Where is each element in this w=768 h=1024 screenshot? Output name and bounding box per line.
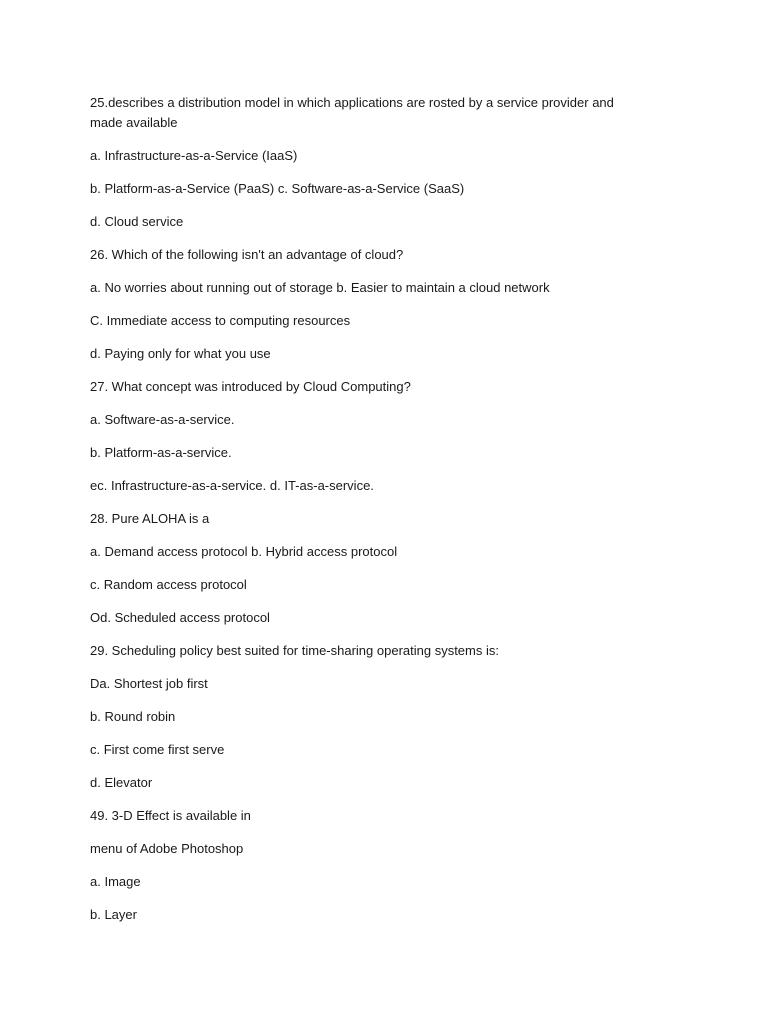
option-line: a. Demand access protocol b. Hybrid access protocol xyxy=(90,544,398,559)
option-line: C. Immediate access to computing resources xyxy=(90,313,351,328)
option-line: d. Paying only for what you use xyxy=(90,346,271,361)
option-line: a. Image xyxy=(90,874,141,889)
option-line: a. No worries about running out of storage b. Easier to maintain a cloud network xyxy=(90,280,550,295)
question-28-text: 28. Pure ALOHA is a xyxy=(90,511,210,526)
option-line: ec. Infrastructure-as-a-service. d. IT-as-a-service. xyxy=(90,478,374,493)
question-49-continuation: menu of Adobe Photoshop xyxy=(90,841,244,856)
option-line: c. Random access protocol xyxy=(90,577,247,592)
option-line: b. Platform-as-a-service. xyxy=(90,445,232,460)
option-line: Da. Shortest job first xyxy=(90,676,208,691)
document-body xyxy=(90,93,650,938)
question-29-text: 29. Scheduling policy best suited for time-sharing operating systems is: xyxy=(90,643,499,658)
question-26-text: 26. Which of the following isn't an advantage of cloud? xyxy=(90,247,404,262)
option-line: a. Software-as-a-service. xyxy=(90,412,235,427)
question-49-text: 49. 3-D Effect is available in xyxy=(90,808,251,823)
option-line: Od. Scheduled access protocol xyxy=(90,610,270,625)
option-line: a. Infrastructure-as-a-Service (IaaS) xyxy=(90,148,298,163)
question-27-text: 27. What concept was introduced by Cloud Computing? xyxy=(90,379,411,394)
option-line: b. Layer xyxy=(90,907,137,922)
option-line: c. First come first serve xyxy=(90,742,225,757)
question-25-text: 25.describes a distribution model in which applications are rosted by a service provider and made available xyxy=(90,95,614,130)
option-line: d. Cloud service xyxy=(90,214,184,229)
option-line: b. Round robin xyxy=(90,709,176,724)
option-line: d. Elevator xyxy=(90,775,153,790)
option-line: b. Platform-as-a-Service (PaaS) c. Software-as-a-Service (SaaS) xyxy=(90,181,465,196)
